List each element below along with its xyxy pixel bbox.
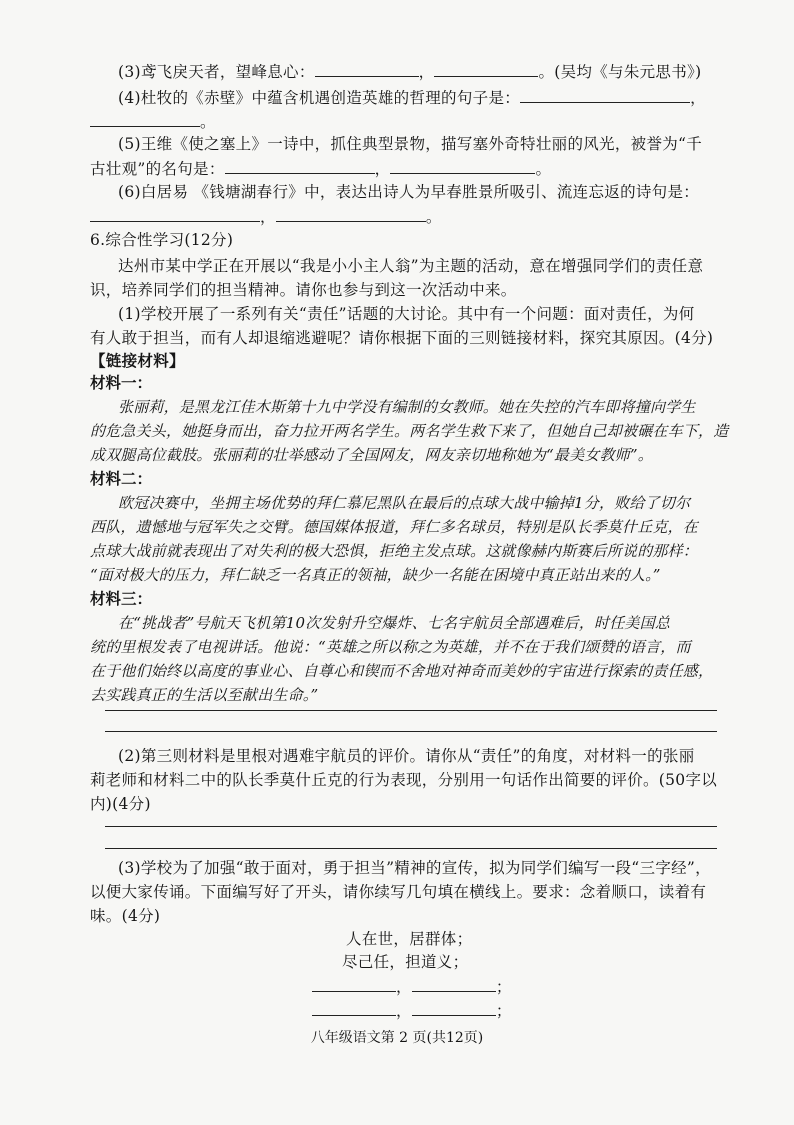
q5-item5-line2 [90,158,551,179]
answer-blank[interactable] [390,158,535,174]
answer-blank[interactable] [412,976,496,992]
material-1-line2: 的危急关头，她挺身而出，奋力拉开两名学生。两名学生救下来了，但她自己却被碾在车下，造 [90,422,729,440]
material-3-line3: 在于他们始终以高度的事业心、自尊心和锲而不舍地对神奇而美妙的宇宙进行探索的责任感， [90,662,714,680]
q5-item6-end: 。 [425,208,442,226]
answer-blank[interactable] [90,206,260,222]
answer-line-3[interactable] [105,826,717,827]
q6-title: 6.综合性学习(12分) [90,231,234,249]
q6-sub3-line3: 味。(4分) [90,907,161,925]
poem-sep: ， [396,1002,412,1020]
material-2-line4: “面对极大的压力，拜仁缺乏一名真正的领袖，缺少一名能在困境中真正站出来的人。” [90,566,661,584]
q5-item6-sep: ， [260,208,276,226]
q6-sub1-line2: 有人敢于担当，而有人却退缩逃避呢？请你根据下面的三则链接材料，探究其原因。(4分) [90,329,714,347]
q5-item4 [118,87,706,108]
poem-line-3 [312,976,512,997]
material-2-line3: 点球大战前就表现出了对失利的极大恐惧，拒绝主发点球。这就像赫内斯赛后所说的那样： [90,542,699,560]
q5-item5-end: 。 [535,160,552,178]
q6-sub2-line1: (2)第三则材料是里根对遇难宇航员的评价。请你从“责任”的角度，对材料一的张丽 [118,747,695,765]
poem-line-2: 尽己任，担道义； [342,953,469,971]
answer-blank[interactable] [312,976,396,992]
answer-blank[interactable] [412,1000,496,1016]
answer-blank[interactable] [520,87,690,103]
q5-item6-cont [90,206,442,227]
material-3-label: 材料三： [90,589,153,608]
poem-line-4 [312,1000,512,1021]
answer-blank[interactable] [225,158,375,174]
material-1-line1: 张丽莉，是黑龙江佳木斯第十九中学没有编制的女教师。她在失控的汽车即将撞向学生 [118,398,696,416]
answer-blank[interactable] [90,111,200,127]
q5-item4-cont [90,111,216,132]
answer-blank[interactable] [276,206,426,222]
q5-item5-lead: 古壮观”的名句是： [90,160,225,178]
page-footer: 八年级语文第 2 页(共12页) [310,1030,484,1046]
answer-blank[interactable] [312,1000,396,1016]
q6-sub1-line1: (1)学校开展了一系列有关“责任”话题的大讨论。其中有一个问题：面对责任，为何 [118,305,695,323]
q5-item4-text: (4)杜牧的《赤壁》中蕴含机遇创造英雄的哲理的句子是： [118,89,521,107]
q5-item3-suffix: 。(吴均《与朱元思书》) [538,63,702,81]
answer-blank[interactable] [315,61,419,77]
material-1-label: 材料一： [90,373,153,392]
q5-item5-line1: (5)王维《使之塞上》一诗中，抓住典型景物，描写塞外奇特壮丽的风光，被誉为“千 [118,135,703,153]
q6-sub3-line2: 以便大家传诵。下面编写好了开头，请你续写几句填在横线上。要求：念着顺口，读着有 [90,883,707,901]
q6-intro-2: 识，培养同学们的担当精神。请你也参与到这一次活动中来。 [90,281,517,299]
link-materials-header: 【链接材料】 [90,351,185,370]
q5-item6: (6)白居易 《钱塘湖春行》中，表达出诗人为早春胜景所吸引、流连忘返的诗句是： [118,183,700,201]
q5-item3 [118,61,701,82]
answer-blank[interactable] [434,61,538,77]
poem-end: ； [495,978,512,996]
poem-sep: ， [396,978,412,996]
poem-end: ； [495,1002,512,1020]
answer-line-1[interactable] [105,710,717,711]
q5-item4-sep: ， [690,89,706,107]
material-2-line2: 西队，遗憾地与冠军失之交臂。德国媒体报道，拜仁多名球员，特别是队长季莫什丘克，在 [90,518,699,536]
poem-line-1: 人在世，居群体； [346,930,473,948]
material-3-line1: 在“挑战者”号航天飞机第10次发射升空爆炸、七名宇航员全部遇难后，时任美国总 [118,614,671,632]
answer-line-2[interactable] [105,731,717,732]
material-1-line3: 成双腿高位截肢。张丽莉的壮举感动了全国网友，网友亲切地称她为“最美女教师”。 [90,446,653,464]
material-3-line2: 统的里根发表了电视讲话。他说：“英雄之所以称之为英雄，并不在于我们颂赞的语言，而 [90,638,691,656]
answer-line-4[interactable] [105,848,717,849]
q6-sub2-line3: 内)(4分) [90,795,151,813]
q6-intro-1: 达州市某中学正在开展以“我是小小主人翁”为主题的活动，意在增强同学们的责任意 [118,257,704,275]
material-3-line4: 去实践真正的生活以至献出生命。” [90,686,319,704]
q5-item3-sep: ， [418,63,435,81]
q5-item5-sep: ， [374,160,391,178]
material-2-line1: 欧冠决赛中，坐拥主场优势的拜仁慕尼黑队在最后的点球大战中输掉1分，败给了切尔 [118,494,691,512]
q6-sub3-line1: (3)学校为了加强“敢于面对，勇于担当”精神的宣传，拟为同学们编写一段“三字经”， [118,859,711,877]
q5-item3-prefix: (3)鸢飞戾天者，望峰息心： [118,63,315,81]
q5-item4-end: 。 [200,113,216,131]
material-2-label: 材料二： [90,469,153,488]
q6-sub2-line2: 莉老师和材料二中的队长季莫什丘克的行为表现，分别用一句话作出简要的评价。(50字以 [90,771,718,789]
